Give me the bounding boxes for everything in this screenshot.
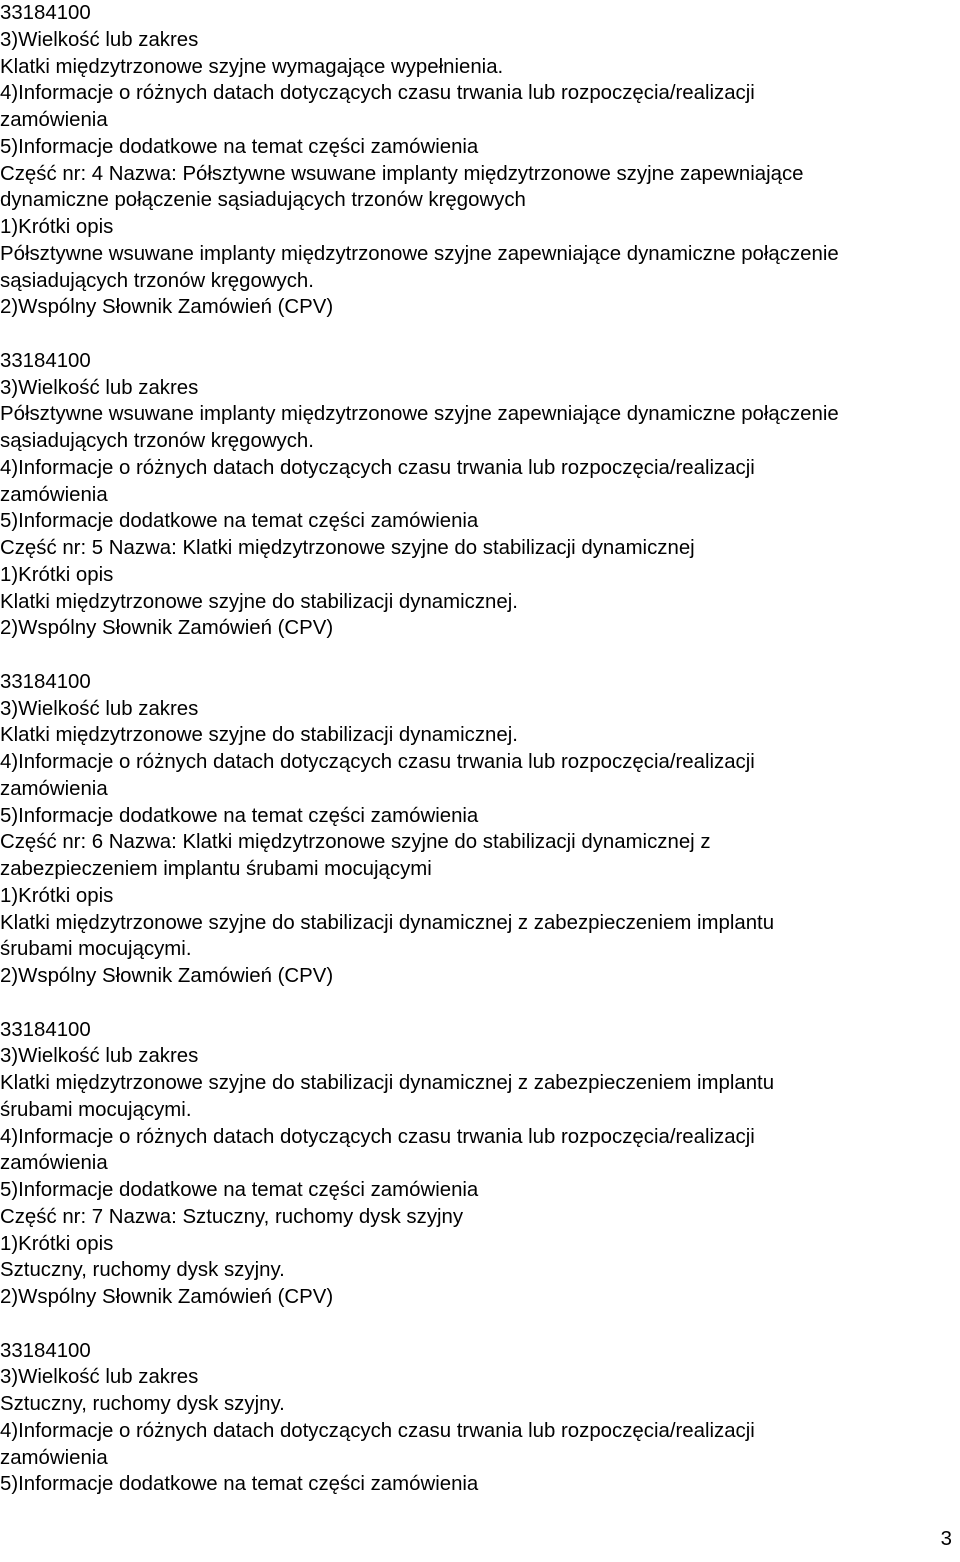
text-line: 5)Informacje dodatkowe na temat części zamówienia [0, 1179, 479, 1201]
text-line: zamówienia [0, 109, 108, 131]
blank-line [0, 642, 960, 669]
blank-line [0, 990, 960, 1017]
text-line: śrubami mocującymi. [0, 1098, 192, 1121]
text-line: Część nr: 6 Nazwa: Klatki międzytrzonowe szyjne do stabilizacji dynamicznej z [0, 831, 711, 854]
text-line: 33184100 [0, 1018, 91, 1041]
text-line: Półsztywne wsuwane implanty międzytrzonowe szyjne zapewniające dynamiczne połączenie [0, 403, 839, 426]
text-line: sąsiadujących trzonów kręgowych. [0, 269, 314, 292]
text-line: zamówienia [0, 1446, 108, 1469]
text-line: 2)Wspólny Słownik Zamówień (CPV) [0, 617, 334, 640]
text-line: 4)Informacje o różnych datach dotyczących czasu trwania lub rozpoczęcia/realizacji [0, 456, 755, 479]
blank-line [0, 1311, 960, 1338]
text-line: Część nr: 7 Nazwa: Sztuczny, ruchomy dysk szyjny [0, 1205, 464, 1228]
text-line: sąsiadujących trzonów kręgowych. [0, 430, 314, 452]
text-line: 33184100 [0, 670, 91, 693]
text-line: Półsztywne wsuwane implanty międzytrzonowe szyjne zapewniające dynamiczne połączenie [0, 242, 839, 265]
text-line: 33184100 [0, 349, 91, 372]
text-line: 1)Krótki opis [0, 216, 114, 238]
text-line: 5)Informacje dodatkowe na temat części zamówienia [0, 1473, 479, 1496]
text-line: 3)Wielkość lub zakres [0, 1045, 199, 1068]
text-line: 5)Informacje dodatkowe na temat części zamówienia [0, 804, 479, 827]
text-line: 4)Informacje o różnych datach dotyczących czasu trwania lub rozpoczęcia/realizacji [0, 1125, 755, 1148]
text-line: 3)Wielkość lub zakres [0, 28, 199, 51]
text-line: Klatki międzytrzonowe szyjne do stabilizacji dynamicznej z zabezpieczeniem implantu [0, 911, 775, 934]
text-line: 4)Informacje o różnych datach dotyczących czasu trwania lub rozpoczęcia/realizacji [0, 1419, 755, 1442]
text-line: zamówienia [0, 483, 108, 506]
text-line: Klatki międzytrzonowe szyjne do stabilizacji dynamicznej. [0, 590, 518, 613]
text-line: 3)Wielkość lub zakres [0, 697, 199, 720]
text-line: dynamiczne połączenie sąsiadujących trzonów kręgowych [0, 189, 526, 212]
text-line: 33184100 [0, 1339, 91, 1362]
text-line: Sztuczny, ruchomy dysk szyjny. [0, 1259, 285, 1282]
text-line: 4)Informacje o różnych datach dotyczących czasu trwania lub rozpoczęcia/realizacji [0, 751, 755, 773]
blank-line [0, 321, 960, 348]
text-line: 4)Informacje o różnych datach dotyczących czasu trwania lub rozpoczęcia/realizacji [0, 82, 755, 105]
text-line: Część nr: 4 Nazwa: Półsztywne wsuwane implanty międzytrzonowe szyjne zapewniające [0, 162, 804, 185]
text-line: 1)Krótki opis [0, 1232, 114, 1255]
text-line: śrubami mocującymi. [0, 938, 192, 961]
text-line: 1)Krótki opis [0, 884, 114, 907]
text-line: 2)Wspólny Słownik Zamówień (CPV) [0, 1286, 334, 1308]
text-line: Klatki międzytrzonowe szyjne do stabilizacji dynamicznej. [0, 724, 518, 747]
text-line: Sztuczny, ruchomy dysk szyjny. [0, 1393, 285, 1415]
text-line: Klatki międzytrzonowe szyjne do stabilizacji dynamicznej z zabezpieczeniem implantu [0, 1072, 775, 1094]
text-line: Klatki międzytrzonowe szyjne wymagające wypełnienia. [0, 55, 504, 78]
text-line: zamówienia [0, 1152, 108, 1175]
text-line: 3)Wielkość lub zakres [0, 1366, 199, 1389]
text-line: zamówienia [0, 777, 108, 800]
page-number: 3 [940, 1528, 952, 1550]
text-line: zabezpieczeniem implantu śrubami mocującymi [0, 858, 432, 880]
text-line: 33184100 [0, 2, 91, 24]
text-line: 1)Krótki opis [0, 563, 114, 586]
text-line: 2)Wspólny Słownik Zamówień (CPV) [0, 965, 334, 987]
text-line: 3)Wielkość lub zakres [0, 376, 199, 399]
text-line: 2)Wspólny Słownik Zamówień (CPV) [0, 296, 334, 319]
text-line: 5)Informacje dodatkowe na temat części zamówienia [0, 135, 479, 158]
text-line: 5)Informacje dodatkowe na temat części zamówienia [0, 510, 479, 533]
text-line: Część nr: 5 Nazwa: Klatki międzytrzonowe szyjne do stabilizacji dynamicznej [0, 537, 695, 559]
